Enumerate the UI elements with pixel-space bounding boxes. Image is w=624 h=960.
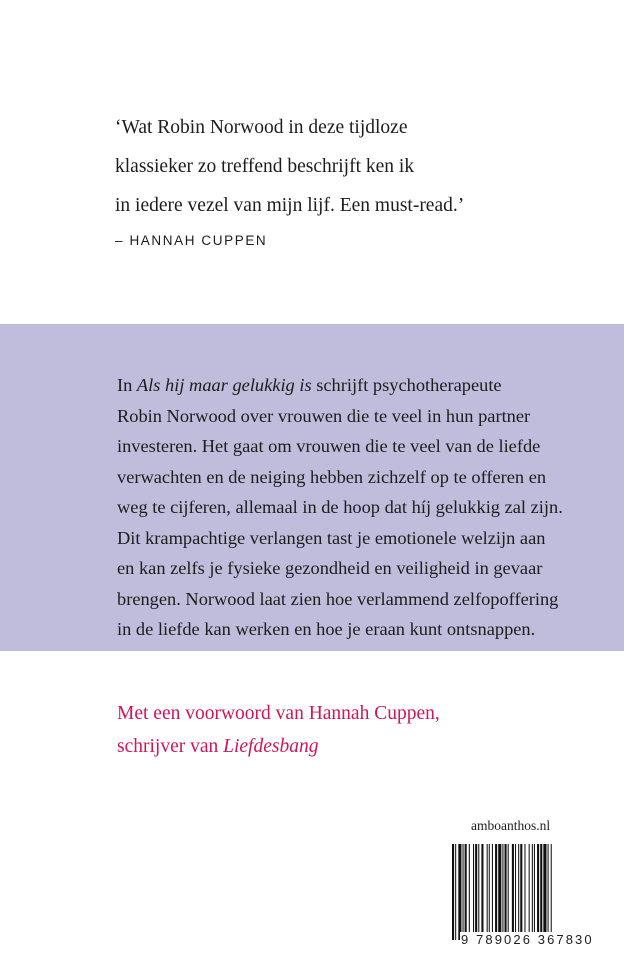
blurb-text — [117, 370, 607, 645]
barcode-bar — [548, 844, 549, 940]
barcode-bar — [469, 844, 470, 940]
blurb-line: brengen. Norwood laat zien hoe verlammend zelfopoffering — [117, 588, 559, 609]
barcode-bar — [498, 844, 501, 940]
publisher-url: amboanthos.nl — [471, 818, 551, 833]
barcode-bar — [478, 844, 479, 940]
barcode-bar — [458, 844, 461, 940]
blurb-line: weg te cijferen, allemaal in de hoop dat híj gelukkig zal zijn. — [117, 497, 563, 517]
barcode-bar — [512, 844, 514, 940]
barcode-bars — [448, 836, 593, 944]
barcode-bar — [515, 844, 516, 940]
isbn-number: 9 789026 367830 — [461, 932, 594, 947]
barcode-bar — [463, 844, 464, 940]
barcode-bar — [537, 844, 539, 940]
barcode-bar — [524, 844, 525, 940]
barcode-bar — [473, 844, 474, 940]
barcode-bar — [489, 844, 490, 940]
book-title: Als hij maar gelukkig is — [136, 375, 312, 395]
barcode-bar — [551, 844, 552, 940]
foreword-note — [117, 697, 440, 763]
barcode-bar — [543, 844, 546, 940]
barcode-bar — [452, 844, 454, 940]
barcode-bar — [502, 844, 503, 940]
barcode-bar — [505, 844, 507, 940]
barcode-bar — [508, 844, 509, 940]
foreword-line: Met een voorwoord van Hannah Cuppen, — [117, 703, 440, 724]
barcode-bar — [532, 844, 533, 940]
blurb-suffix: schrijft psychotherapeute — [311, 375, 502, 395]
isbn-barcode — [448, 836, 593, 944]
barcode-bar — [455, 844, 456, 940]
quote-attribution: – HANNAH CUPPEN — [115, 233, 268, 248]
blurb-line: Robin Norwood over vrouwen die te veel in hun partner — [117, 405, 531, 426]
blurb-line: in de liefde kan werken en hoe je eraan kunt ontsnappen. — [117, 619, 536, 639]
barcode-bar — [487, 844, 488, 940]
foreword-book-title: Liefdesbang — [223, 736, 319, 757]
barcode-bar — [475, 844, 477, 940]
quote-block — [115, 108, 585, 248]
barcode-bar — [529, 844, 530, 940]
blurb-line: investeren. Het gaat om vrouwen die te veel van de liefde — [117, 436, 541, 456]
barcode-bar — [481, 844, 483, 940]
foreword-prefix: schrijver van — [117, 736, 224, 757]
blurb-line — [117, 370, 607, 401]
blurb-prefix: In — [117, 375, 137, 395]
barcode-bar — [540, 844, 542, 940]
barcode-bar — [534, 844, 535, 940]
barcode-bar — [465, 844, 467, 940]
blurb-line: verwachten en de neiging hebben zichzelf op te offeren en — [117, 466, 547, 487]
blurb-panel — [0, 324, 624, 651]
blurb-line: Dit krampachtige verlangen tast je emotionele welzijn aan — [117, 527, 546, 548]
quote-text: ‘Wat Robin Norwood in deze tijdloze klassieker zo treffend beschrijft ken ik in iedere vezel van mijn lijf. Een must-read.’ — [115, 117, 465, 216]
barcode-bar — [518, 844, 519, 940]
blurb-line: en kan zelfs je fysieke gezondheid en veiligheid in gevaar — [117, 558, 543, 578]
barcode-bar — [495, 844, 497, 940]
foreword-line — [117, 730, 440, 763]
barcode-bar — [492, 844, 493, 940]
barcode-bar — [520, 844, 522, 940]
